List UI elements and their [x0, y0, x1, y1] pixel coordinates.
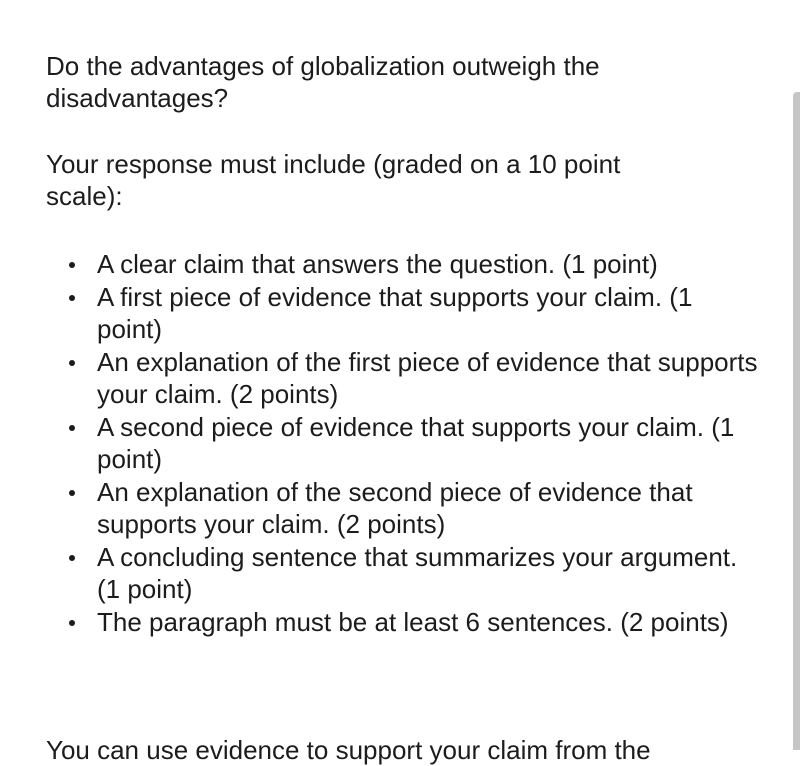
bullet-icon	[69, 295, 75, 301]
list-item	[97, 541, 762, 606]
prompt-content	[46, 50, 766, 638]
list-item	[97, 606, 762, 639]
list-item	[97, 346, 762, 411]
list-item-text: A concluding sentence that summarizes your argument. (1 point)	[97, 541, 738, 604]
list-item-text: A clear claim that answers the question. (1 point)	[97, 249, 658, 279]
question-text: Do the advantages of globalization outweigh the disadvantages?	[46, 51, 600, 113]
bullet-icon	[69, 360, 75, 366]
bullet-icon	[69, 490, 75, 496]
bullet-icon	[69, 262, 75, 268]
list-item-text: An explanation of the first piece of evidence that supports your claim. (2 points)	[97, 346, 758, 409]
bullet-icon	[69, 555, 75, 561]
list-item-text: A second piece of evidence that supports your claim. (1 point)	[97, 411, 735, 474]
bullet-icon	[69, 620, 75, 626]
bullet-icon	[69, 425, 75, 431]
list-item	[97, 281, 762, 346]
criteria-list	[46, 248, 762, 638]
list-item	[97, 248, 762, 281]
list-item	[97, 476, 762, 541]
cut-off-text: You can use evidence to support your claim from the	[46, 735, 651, 765]
vertical-scrollbar[interactable]	[793, 92, 800, 750]
list-item-text: A first piece of evidence that supports your claim. (1 point)	[97, 281, 693, 344]
list-item	[97, 411, 762, 476]
list-item-text: An explanation of the second piece of evidence that supports your claim. (2 points)	[97, 476, 693, 539]
list-item-text: The paragraph must be at least 6 sentences. (2 points)	[97, 606, 729, 637]
instructions-text: Your response must include (graded on a 10 point scale):	[46, 149, 621, 211]
